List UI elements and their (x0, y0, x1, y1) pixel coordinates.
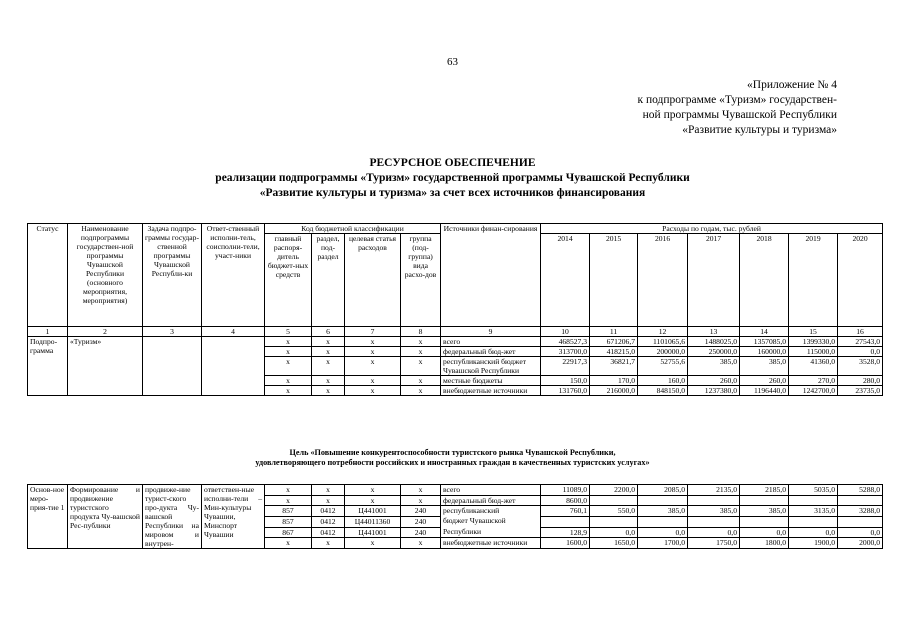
value-cell: 760,1 (541, 506, 590, 517)
header-row (28, 224, 883, 234)
value-cell: 216000,0 (590, 386, 638, 396)
code-cell: Ц441001 (345, 527, 401, 538)
document-title (0, 156, 905, 201)
value-cell: 0,0 (740, 527, 789, 538)
code-cell: 867 (265, 527, 312, 538)
value-cell: 1650,0 (590, 538, 638, 549)
value-cell: 1900,0 (789, 538, 838, 549)
value-cell: 418215,0 (590, 347, 638, 357)
value-cell: 0,0 (789, 527, 838, 538)
code-cell: x (401, 376, 441, 386)
code-cell: x (312, 376, 345, 386)
code-cell: x (345, 357, 401, 376)
code-cell: x (312, 337, 345, 347)
value-cell: 128,9 (541, 527, 590, 538)
value-cell (688, 495, 740, 506)
value-cell: 1800,0 (740, 538, 789, 549)
value-cell: 36821,7 (590, 357, 638, 376)
table-row (28, 337, 883, 347)
code-cell: x (312, 495, 345, 506)
header-year: 2019 (789, 234, 838, 327)
goal-heading (0, 448, 905, 468)
col-number: 13 (688, 327, 740, 337)
value-cell (541, 516, 590, 527)
header-year: 2015 (590, 234, 638, 327)
code-cell: 240 (401, 506, 441, 517)
value-cell: 0,0 (838, 527, 883, 538)
value-cell: 2185,0 (740, 485, 789, 496)
value-cell: 1242700,0 (789, 386, 838, 396)
code-cell: x (265, 495, 312, 506)
appendix-line: к подпрограмме «Туризм» государствен- (637, 94, 837, 106)
code-cell: x (265, 485, 312, 496)
appendix-line: «Развитие культуры и туризма» (682, 124, 837, 136)
col-number: 12 (638, 327, 688, 337)
header-responsible: Ответ-ственный исполни-тель, соисполни-тели, участ-ники (202, 224, 265, 327)
source-cell: Республики (441, 527, 541, 538)
source-cell: федеральный бюд-жет (441, 347, 541, 357)
value-cell: 260,0 (688, 376, 740, 386)
value-cell: 2085,0 (638, 485, 688, 496)
value-cell: 0,0 (638, 527, 688, 538)
col-number: 6 (312, 327, 345, 337)
table-row (28, 485, 883, 496)
code-cell: x (265, 337, 312, 347)
value-cell: 1357085,0 (740, 337, 789, 347)
code-cell: x (401, 357, 441, 376)
status-cell: Основ-ное меро-прия-тие 1 (28, 485, 68, 549)
title-line: «Развитие культуры и туризма» за счет всех источников финансирования (259, 187, 646, 199)
task-cell (143, 337, 202, 396)
resource-table-subprogram (27, 223, 883, 396)
value-cell: 5288,0 (838, 485, 883, 496)
header-year: 2017 (688, 234, 740, 327)
col-number: 1 (28, 327, 68, 337)
code-cell: x (312, 357, 345, 376)
value-cell: 23735,0 (838, 386, 883, 396)
value-cell: 1196440,0 (740, 386, 789, 396)
code-cell: x (345, 337, 401, 347)
value-cell: 1700,0 (638, 538, 688, 549)
code-cell: x (265, 386, 312, 396)
col-number: 8 (401, 327, 441, 337)
code-cell: x (401, 347, 441, 357)
value-cell: 3288,0 (838, 506, 883, 517)
value-cell: 27543,0 (838, 337, 883, 347)
value-cell: 150,0 (541, 376, 590, 386)
code-cell: x (345, 376, 401, 386)
title-line: РЕСУРСНОЕ ОБЕСПЕЧЕНИЕ (369, 157, 536, 169)
code-cell: x (312, 538, 345, 549)
source-cell: всего (441, 337, 541, 347)
value-cell: 313700,0 (541, 347, 590, 357)
col-number: 4 (202, 327, 265, 337)
value-cell: 1399330,0 (789, 337, 838, 347)
code-cell: x (312, 485, 345, 496)
code-cell: Ц441001 (345, 506, 401, 517)
code-cell: x (401, 485, 441, 496)
source-cell: республиканский бюджет Чувашской Республики (441, 357, 541, 376)
code-cell: x (401, 386, 441, 396)
code-cell: x (401, 337, 441, 347)
col-number: 15 (789, 327, 838, 337)
value-cell: 260,0 (740, 376, 789, 386)
name-cell: «Туризм» (68, 337, 143, 396)
status-cell: Подпро-грамма (28, 337, 68, 396)
value-cell: 1600,0 (541, 538, 590, 549)
appendix-line: «Приложение № 4 (747, 79, 837, 91)
code-cell: x (312, 386, 345, 396)
value-cell (638, 516, 688, 527)
code-cell: x (265, 347, 312, 357)
value-cell: 468527,3 (541, 337, 590, 347)
source-cell: внебюджетные источники (441, 386, 541, 396)
value-cell (838, 516, 883, 527)
value-cell: 170,0 (590, 376, 638, 386)
goal-line: удовлетворяющего потребности российских и иностранных граждан в качественных туристских услугах» (255, 458, 650, 467)
value-cell: 385,0 (740, 357, 789, 376)
header-group: группа (под-группа) вида расхо-дов (401, 234, 441, 327)
value-cell: 0,0 (688, 527, 740, 538)
code-cell: x (345, 386, 401, 396)
value-cell (789, 516, 838, 527)
value-cell: 200000,0 (638, 347, 688, 357)
value-cell: 131760,0 (541, 386, 590, 396)
value-cell: 385,0 (688, 506, 740, 517)
code-cell: Ц44011360 (345, 516, 401, 527)
value-cell: 5035,0 (789, 485, 838, 496)
value-cell: 22917,3 (541, 357, 590, 376)
header-grbs: главный распоря-дитель бюджет-ных средств (265, 234, 312, 327)
col-number: 10 (541, 327, 590, 337)
resource-table-measure (27, 484, 883, 549)
code-cell: x (265, 538, 312, 549)
title-line: реализации подпрограммы «Туризм» государственной программы Чувашской Республики (215, 172, 690, 184)
code-cell: 0412 (312, 506, 345, 517)
header-year: 2018 (740, 234, 789, 327)
code-cell: 0412 (312, 516, 345, 527)
header-sources: Источники финан-сирования (441, 224, 541, 327)
value-cell: 11089,0 (541, 485, 590, 496)
value-cell: 280,0 (838, 376, 883, 386)
value-cell: 8600,0 (541, 495, 590, 506)
value-cell: 0,0 (838, 347, 883, 357)
header-section: раздел, под-раздел (312, 234, 345, 327)
code-cell: 0412 (312, 527, 345, 538)
header-budget-code: Код бюджетной классификации (265, 224, 441, 234)
code-cell: 857 (265, 516, 312, 527)
value-cell: 0,0 (590, 527, 638, 538)
appendix-note (537, 78, 837, 138)
value-cell (590, 495, 638, 506)
value-cell: 2200,0 (590, 485, 638, 496)
code-cell: x (345, 347, 401, 357)
value-cell: 848150,0 (638, 386, 688, 396)
value-cell: 671206,7 (590, 337, 638, 347)
header-status: Статус (28, 224, 68, 327)
header-name: Наименование подпрограммы государствен-ной программы Чувашской Республики (основного мероприятия, мероприятия) (68, 224, 143, 327)
responsible-cell (202, 337, 265, 396)
value-cell: 1750,0 (688, 538, 740, 549)
code-cell: x (401, 495, 441, 506)
source-cell: внебюджетные источники (441, 538, 541, 549)
value-cell (740, 516, 789, 527)
value-cell: 385,0 (688, 357, 740, 376)
source-cell: всего (441, 485, 541, 496)
value-cell (638, 495, 688, 506)
value-cell: 115000,0 (789, 347, 838, 357)
source-cell: республиканский (441, 506, 541, 517)
col-number: 16 (838, 327, 883, 337)
col-number: 9 (441, 327, 541, 337)
code-cell: x (345, 495, 401, 506)
value-cell (740, 495, 789, 506)
name-cell: Формирование и продвижение туристского продукта Чу-вашской Рес-публики (68, 485, 143, 549)
header-expenses: Расходы по годам, тыс. рублей (541, 224, 883, 234)
code-cell: x (265, 376, 312, 386)
value-cell (838, 495, 883, 506)
value-cell: 2135,0 (688, 485, 740, 496)
responsible-cell: ответствен-ные исполни-тели – Мин-культуры Чувашии, Минспорт Чувашии (202, 485, 265, 549)
value-cell: 385,0 (638, 506, 688, 517)
column-number-row (28, 327, 883, 337)
value-cell: 3135,0 (789, 506, 838, 517)
code-cell: x (401, 538, 441, 549)
code-cell: x (312, 347, 345, 357)
value-cell: 52755,6 (638, 357, 688, 376)
value-cell: 1488025,0 (688, 337, 740, 347)
col-number: 7 (345, 327, 401, 337)
code-cell: 240 (401, 527, 441, 538)
col-number: 5 (265, 327, 312, 337)
source-cell: федеральный бюд-жет (441, 495, 541, 506)
col-number: 3 (143, 327, 202, 337)
value-cell (789, 495, 838, 506)
col-number: 2 (68, 327, 143, 337)
code-cell: x (345, 538, 401, 549)
value-cell: 1101065,6 (638, 337, 688, 347)
value-cell: 41360,0 (789, 357, 838, 376)
value-cell: 250000,0 (688, 347, 740, 357)
task-cell: продвиже-ние турист-ского про-дукта Чу-вашской Республики на мировом и внутрен- (143, 485, 202, 549)
appendix-line: ной программы Чувашской Республики (642, 109, 837, 121)
header-year: 2014 (541, 234, 590, 327)
code-cell: x (265, 357, 312, 376)
header-task: Задача подпро-граммы государ-ственной программы Чувашской Республи-ки (143, 224, 202, 327)
header-year: 2020 (838, 234, 883, 327)
source-cell: бюджет Чувашской (441, 516, 541, 527)
col-number: 11 (590, 327, 638, 337)
code-cell: x (345, 485, 401, 496)
value-cell: 2000,0 (838, 538, 883, 549)
header-article: целевая статья расходов (345, 234, 401, 327)
value-cell (688, 516, 740, 527)
value-cell: 550,0 (590, 506, 638, 517)
value-cell: 3528,0 (838, 357, 883, 376)
page-number: 63 (447, 56, 458, 68)
header-year: 2016 (638, 234, 688, 327)
code-cell: 240 (401, 516, 441, 527)
value-cell: 270,0 (789, 376, 838, 386)
value-cell: 160,0 (638, 376, 688, 386)
code-cell: 857 (265, 506, 312, 517)
goal-line: Цель «Повышение конкурентоспособности туристского рынка Чувашской Республики, (289, 448, 616, 457)
value-cell: 160000,0 (740, 347, 789, 357)
value-cell: 385,0 (740, 506, 789, 517)
value-cell (590, 516, 638, 527)
source-cell: местные бюджеты (441, 376, 541, 386)
value-cell: 1237380,0 (688, 386, 740, 396)
col-number: 14 (740, 327, 789, 337)
